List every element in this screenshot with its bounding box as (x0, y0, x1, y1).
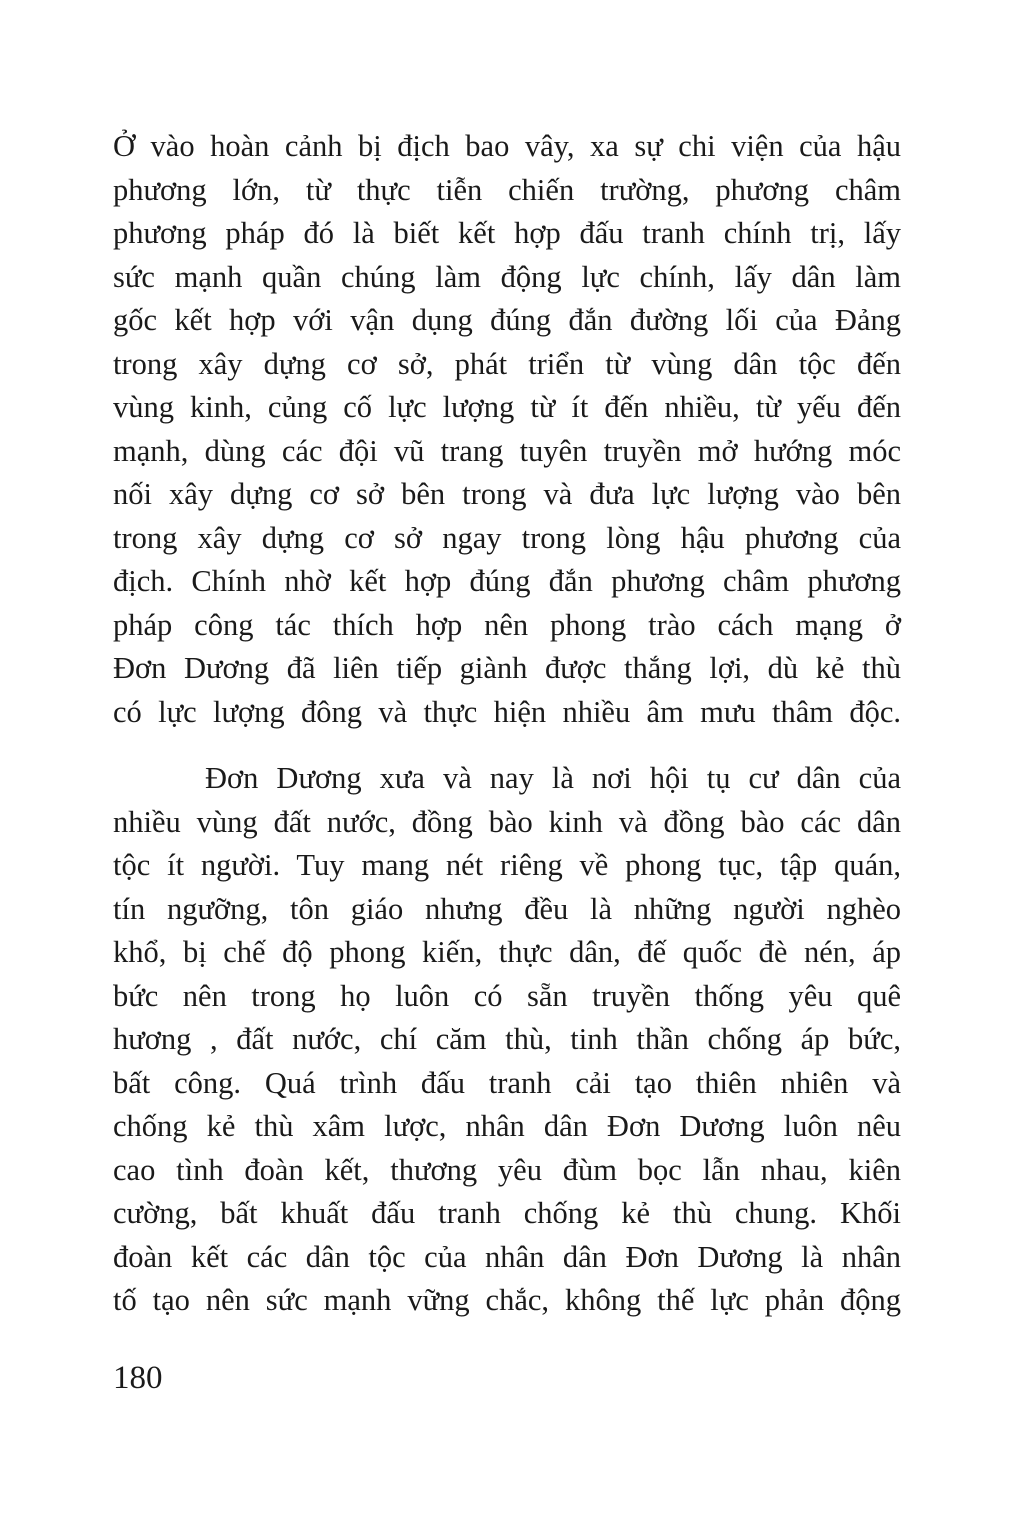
text-line: mạnh, dùng các đội vũ trang tuyên truyền mở hướng móc (113, 433, 901, 468)
text-line: tộc ít người. Tuy mang nét riêng về phong tục, tập quán, (113, 848, 901, 882)
text-line: có lực lượng đông và thực hiện nhiều âm mưu thâm độc. (113, 694, 901, 729)
text-line: tố tạo nên sức mạnh vững chắc, không thế lực phản động (113, 1283, 901, 1317)
text-line: nối xây dựng cơ sở bên trong và đưa lực lượng vào bên (113, 477, 901, 511)
page-number: 180 (113, 1360, 163, 1396)
text-line: cường, bất khuất đấu tranh chống kẻ thù chung. Khối (113, 1196, 901, 1230)
text-line: khổ, bị chế độ phong kiến, thực dân, đế quốc đè nén, áp (113, 935, 901, 969)
text-line: bức nên trong họ luôn có sẵn truyền thống yêu quê (113, 978, 901, 1013)
text-line: Đơn Dương đã liên tiếp giành được thắng lợi, dù kẻ thù (113, 651, 901, 685)
text-line: chống kẻ thù xâm lược, nhân dân Đơn Dương luôn nêu (113, 1109, 901, 1143)
text-line: vùng kinh, củng cố lực lượng từ ít đến nhiều, từ yếu đến (113, 390, 901, 424)
text-line: Ở vào hoàn cảnh bị địch bao vây, xa sự chi viện của hậu (113, 129, 901, 163)
text-line: nhiều vùng đất nước, đồng bào kinh và đồng bào các dân (113, 804, 901, 839)
text-line: địch. Chính nhờ kết hợp đúng đắn phương châm phương (113, 564, 901, 598)
text-line: trong xây dựng cơ sở, phát triển từ vùng dân tộc đến (113, 346, 901, 381)
text-line: hương , đất nước, chí căm thù, tinh thần chống áp bức, (113, 1022, 901, 1056)
paragraph-1 (113, 125, 901, 734)
text-line: bất công. Quá trình đấu tranh cải tạo thiên nhiên và (113, 1065, 901, 1100)
paragraph-2 (113, 757, 901, 1323)
text-line: gốc kết hợp với vận dụng đúng đắn đường lối của Đảng (113, 303, 901, 337)
text-line: phương pháp đó là biết kết hợp đấu tranh chính trị, lấy (113, 216, 901, 250)
text-line: sức mạnh quần chúng làm động lực chính, lấy dân làm (113, 259, 901, 294)
text-line: pháp công tác thích hợp nên phong trào cách mạng ở (113, 607, 901, 642)
text-line: trong xây dựng cơ sở ngay trong lòng hậu phương của (113, 520, 901, 555)
text-line: cao tình đoàn kết, thương yêu đùm bọc lẫn nhau, kiên (113, 1152, 901, 1187)
text-line: phương lớn, từ thực tiễn chiến trường, phương châm (113, 172, 901, 207)
text-line: tín ngưỡng, tôn giáo nhưng đều là những người nghèo (113, 891, 901, 926)
text-line: đoàn kết các dân tộc của nhân dân Đơn Dương là nhân (113, 1239, 901, 1274)
text-line: Đơn Dương xưa và nay là nơi hội tụ cư dân của (205, 761, 901, 795)
